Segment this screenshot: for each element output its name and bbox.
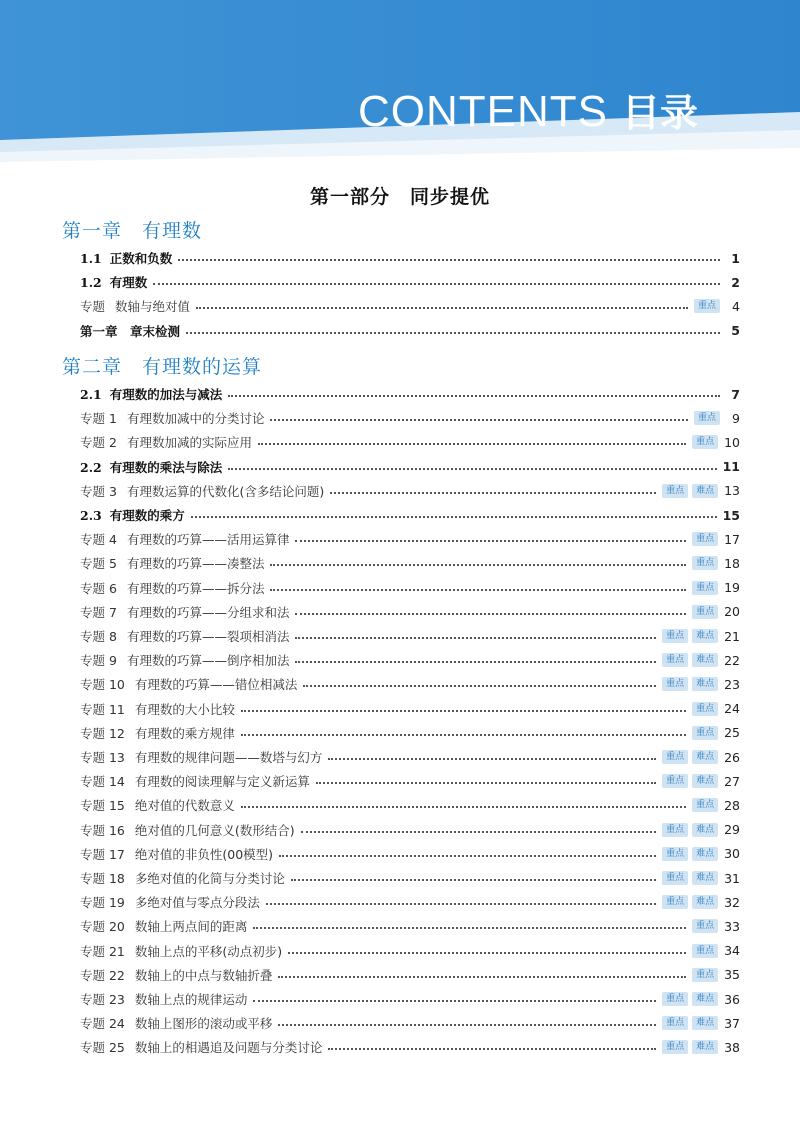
- dot-leader: [279, 855, 656, 857]
- dot-leader: [328, 758, 656, 760]
- key-point-badge: 重点: [692, 798, 718, 812]
- entry-title: 有理数的巧算——凑整法: [126, 556, 265, 572]
- difficulty-badge: 难点: [692, 750, 718, 764]
- dot-leader: [228, 468, 716, 470]
- toc-topic-row[interactable]: [80, 916, 740, 936]
- page-number: 20: [724, 604, 740, 620]
- toc-topic-row[interactable]: [80, 965, 740, 985]
- tag-group: [662, 847, 718, 861]
- section-number: 2.2: [80, 459, 102, 475]
- topic-prefix: 专题 1: [80, 411, 117, 427]
- key-point-badge: 重点: [692, 435, 718, 449]
- entry-title: 绝对值的几何意义(数形结合): [134, 822, 295, 838]
- key-point-badge: 重点: [662, 1016, 688, 1030]
- key-point-badge: 重点: [692, 605, 718, 619]
- page-number: 31: [724, 870, 740, 886]
- toc-topic-row[interactable]: [80, 296, 740, 316]
- topic-prefix: 专题 5: [80, 556, 117, 572]
- page-number: 5: [731, 323, 740, 339]
- section-number: 2.3: [80, 508, 102, 523]
- key-point-badge: 重点: [662, 871, 688, 885]
- toc-entry-label: [80, 796, 235, 814]
- toc-section-row[interactable]: [80, 505, 740, 525]
- topic-prefix: 专题 25: [80, 1040, 125, 1056]
- toc-topic-row[interactable]: [80, 553, 740, 573]
- entry-title: 第一章 章末检测: [80, 323, 181, 339]
- key-point-badge: 重点: [692, 726, 718, 740]
- dot-leader: [253, 1000, 656, 1002]
- page-number: 33: [724, 918, 740, 934]
- page-number: 15: [722, 507, 740, 523]
- toc-entry-label: [80, 1038, 322, 1056]
- key-point-badge: 重点: [694, 411, 720, 425]
- topic-prefix: 专题 6: [80, 580, 117, 596]
- dot-leader: [253, 927, 686, 929]
- topic-prefix: 专题 13: [80, 750, 125, 765]
- page-number: 21: [724, 628, 740, 644]
- topic-prefix: 专题 22: [80, 967, 125, 983]
- section-number: 1.1: [80, 251, 102, 266]
- topic-prefix: 专题 10: [80, 677, 125, 693]
- header-band: [0, 0, 800, 170]
- difficulty-badge: 难点: [692, 484, 718, 498]
- toc-topic-row[interactable]: [80, 578, 740, 598]
- dot-leader: [228, 395, 720, 397]
- page-number: 28: [724, 797, 740, 813]
- topic-prefix: 专题 18: [80, 871, 125, 886]
- topic-prefix: 专题 7: [80, 604, 117, 620]
- topic-prefix: 专题 4: [80, 532, 117, 548]
- key-point-badge: 重点: [662, 677, 688, 691]
- dot-leader: [270, 589, 686, 591]
- tag-group: [692, 944, 718, 958]
- difficulty-badge: 难点: [692, 774, 718, 788]
- toc-entry-label: [80, 322, 180, 340]
- key-point-badge: 重点: [694, 299, 720, 313]
- toc-topic-row[interactable]: [80, 771, 740, 791]
- key-point-badge: 重点: [662, 629, 688, 643]
- toc-entry-label: [80, 942, 282, 960]
- entry-title: 绝对值的非负性(00模型): [134, 846, 274, 862]
- difficulty-badge: 难点: [692, 823, 718, 837]
- entry-title: 有理数的巧算——拆分法: [126, 580, 265, 596]
- entry-title: 数轴上点的规律运动: [134, 992, 248, 1007]
- tag-group: [692, 798, 718, 812]
- difficulty-badge: 难点: [692, 992, 718, 1006]
- dot-leader: [295, 540, 686, 542]
- page-number: 29: [724, 822, 740, 838]
- difficulty-badge: 难点: [692, 895, 718, 909]
- tag-group: [662, 823, 718, 837]
- toc-entry-label: [80, 458, 222, 476]
- dot-leader: [278, 1024, 656, 1026]
- toc-section-row[interactable]: [80, 321, 740, 341]
- page-number: 1: [731, 250, 740, 266]
- dot-leader: [270, 419, 688, 421]
- entry-title: 有理数的巧算——错位相减法: [134, 677, 298, 693]
- toc-topic-row[interactable]: [80, 892, 740, 912]
- toc-entry-label: [80, 772, 310, 790]
- entry-title: 有理数加减的实际应用: [126, 435, 252, 451]
- page-number: 7: [731, 386, 740, 402]
- section-number: 1.2: [80, 275, 102, 291]
- page-number: 30: [724, 846, 740, 862]
- entry-title: 有理数的巧算——分组求和法: [126, 604, 290, 620]
- dot-leader: [301, 831, 656, 833]
- entry-title: 有理数的巧算——裂项相消法: [126, 629, 290, 644]
- dot-leader: [270, 564, 686, 566]
- topic-prefix: 专题 3: [80, 483, 117, 499]
- toc-topic-row[interactable]: [80, 989, 740, 1009]
- dot-leader: [191, 516, 717, 518]
- toc-topic-row[interactable]: [80, 723, 740, 743]
- dot-leader: [330, 492, 656, 494]
- dot-leader: [316, 782, 656, 784]
- toc-topic-row[interactable]: [80, 795, 740, 815]
- toc-topic-row[interactable]: [80, 820, 740, 840]
- key-point-badge: 重点: [692, 944, 718, 958]
- toc-entry-label: [80, 724, 235, 742]
- dot-leader: [178, 259, 720, 261]
- tag-group: [662, 750, 718, 764]
- toc-topic-row[interactable]: [80, 844, 740, 864]
- difficulty-badge: 难点: [692, 1016, 718, 1030]
- toc-entry-label: [80, 1014, 272, 1032]
- toc-entry-label: [80, 530, 289, 548]
- topic-prefix: 专题 2: [80, 435, 117, 451]
- toc-topic-row[interactable]: [80, 529, 740, 549]
- topic-prefix: 专题 19: [80, 895, 125, 911]
- key-point-badge: 重点: [662, 992, 688, 1006]
- page-number: 35: [724, 967, 740, 983]
- entry-title: 数轴上点的平移(动点初步): [134, 943, 283, 959]
- toc-entry-label: [80, 748, 322, 766]
- toc-section-row[interactable]: [80, 384, 740, 404]
- entry-title: 有理数加减中的分类讨论: [126, 411, 265, 427]
- page-number: 22: [724, 652, 740, 668]
- topic-prefix: 专题 9: [80, 653, 117, 669]
- toc-entry-label: [80, 297, 190, 315]
- toc-entry-label: [80, 917, 247, 935]
- chapter-title: 第一章 有理数: [62, 220, 203, 242]
- difficulty-badge: 难点: [692, 629, 718, 643]
- tag-group: [692, 435, 718, 449]
- part-title: 第一部分 同步提优: [309, 186, 490, 208]
- entry-title: 有理数的乘方: [109, 508, 185, 523]
- toc-topic-row[interactable]: [80, 626, 740, 646]
- chapter-title: 第二章 有理数的运算: [62, 356, 263, 378]
- page-number: 37: [724, 1015, 740, 1031]
- key-point-badge: 重点: [662, 750, 688, 764]
- toc-topic-row[interactable]: [80, 674, 740, 694]
- toc-entry-label: [80, 627, 289, 645]
- page-number: 11: [722, 459, 740, 475]
- entry-title: 有理数: [109, 275, 148, 291]
- topic-prefix: 专题 23: [80, 992, 125, 1007]
- entry-title: 数轴上的相遇追及问题与分类讨论: [134, 1040, 323, 1056]
- toc-section-row[interactable]: [80, 248, 740, 268]
- difficulty-badge: 难点: [692, 1040, 718, 1054]
- topic-prefix: 专题 21: [80, 943, 125, 959]
- topic-prefix: 专题 8: [80, 629, 117, 644]
- key-point-badge: 重点: [662, 484, 688, 498]
- toc-topic-row[interactable]: [80, 408, 740, 428]
- entry-title: 有理数的大小比较: [134, 701, 235, 717]
- page-number: 23: [724, 676, 740, 692]
- key-point-badge: 重点: [662, 1040, 688, 1054]
- tag-group: [692, 556, 718, 570]
- key-point-badge: 重点: [692, 556, 718, 570]
- entry-title: 多绝对值与零点分段法: [134, 895, 260, 911]
- key-point-badge: 重点: [692, 968, 718, 982]
- toc-entry-label: [80, 869, 285, 887]
- entry-title: 有理数运算的代数化(含多结论问题): [126, 483, 325, 499]
- page-number: 38: [724, 1039, 740, 1055]
- toc-topic-row[interactable]: [80, 481, 740, 501]
- toc-section-row[interactable]: [80, 272, 740, 292]
- toc-entry-label: [80, 273, 147, 291]
- toc-entry-label: [80, 966, 272, 984]
- page-number: 13: [724, 483, 740, 499]
- toc-entry-label: [80, 409, 264, 427]
- tag-group: [694, 299, 720, 313]
- tag-group: [662, 895, 718, 909]
- toc-entry-label: [80, 845, 273, 863]
- toc-entry-label: [80, 675, 297, 693]
- tag-group: [694, 411, 720, 425]
- topic-prefix: 专题 11: [80, 701, 125, 717]
- page-number: 2: [731, 274, 740, 290]
- tag-group: [692, 919, 718, 933]
- tag-group: [662, 653, 718, 667]
- entry-title: 有理数的加法与减法: [109, 387, 223, 402]
- dot-leader: [303, 685, 656, 687]
- entry-title: 有理数的乘方规律: [134, 725, 235, 741]
- dot-leader: [288, 952, 686, 954]
- entry-title: 有理数的阅读理解与定义新运算: [134, 774, 310, 790]
- tag-group: [692, 581, 718, 595]
- toc-entry-label: [80, 554, 264, 572]
- topic-prefix: 专题 17: [80, 846, 125, 862]
- entry-title: 有理数的规律问题——数塔与幻方: [134, 750, 323, 765]
- tag-group: [662, 1016, 718, 1030]
- toc-entry-label: [80, 893, 260, 911]
- key-point-badge: 重点: [692, 532, 718, 546]
- page-number: 27: [724, 773, 740, 789]
- page-number: 10: [724, 434, 740, 450]
- dot-leader: [295, 661, 656, 663]
- page-number: 18: [724, 555, 740, 571]
- topic-prefix: 专题 20: [80, 919, 125, 935]
- entry-title: 数轴上两点间的距离: [134, 919, 248, 935]
- tag-group: [662, 629, 718, 643]
- key-point-badge: 重点: [662, 774, 688, 788]
- entry-title: 绝对值的代数意义: [134, 798, 235, 814]
- difficulty-badge: 难点: [692, 677, 718, 691]
- key-point-badge: 重点: [662, 847, 688, 861]
- topic-prefix: 专题 14: [80, 774, 125, 790]
- toc-entry-label: [80, 651, 289, 669]
- toc-entry-label: [80, 821, 295, 839]
- entry-title: 数轴上的中点与数轴折叠: [134, 967, 273, 983]
- entry-title: 数轴与绝对值: [115, 299, 191, 315]
- section-number: 2.1: [80, 387, 102, 402]
- difficulty-badge: 难点: [692, 653, 718, 667]
- key-point-badge: 重点: [662, 653, 688, 667]
- tag-group: [662, 677, 718, 691]
- key-point-badge: 重点: [692, 702, 718, 716]
- toc-topic-row[interactable]: [80, 699, 740, 719]
- dot-leader: [295, 637, 656, 639]
- tag-group: [692, 532, 718, 546]
- toc-topic-row[interactable]: [80, 868, 740, 888]
- dot-leader: [266, 903, 656, 905]
- difficulty-badge: 难点: [692, 871, 718, 885]
- toc-entry-label: [80, 385, 222, 403]
- entry-title: 有理数的巧算——活用运算律: [126, 532, 290, 548]
- tag-group: [662, 871, 718, 885]
- toc-topic-row[interactable]: [80, 1013, 740, 1033]
- topic-prefix: 专题 16: [80, 822, 125, 838]
- toc-entry-label: [80, 700, 235, 718]
- page-number: 24: [724, 701, 740, 717]
- dot-leader: [196, 307, 688, 309]
- tag-group: [692, 702, 718, 716]
- toc-entry-label: [80, 579, 264, 597]
- tag-group: [662, 774, 718, 788]
- page-number: 17: [724, 531, 740, 547]
- topic-prefix: 专题: [80, 299, 106, 315]
- entry-title: 有理数的巧算——倒序相加法: [126, 653, 290, 669]
- topic-prefix: 专题 12: [80, 725, 125, 741]
- page-number: 25: [724, 725, 740, 741]
- page-number: 19: [724, 580, 740, 596]
- key-point-badge: 重点: [662, 823, 688, 837]
- page-number: 34: [724, 943, 740, 959]
- page-number: 36: [724, 991, 740, 1007]
- difficulty-badge: 难点: [692, 847, 718, 861]
- toc-entry-label: [80, 990, 247, 1008]
- page-number: 4: [732, 298, 740, 314]
- dot-leader: [241, 710, 686, 712]
- tag-group: [662, 1040, 718, 1054]
- key-point-badge: 重点: [662, 895, 688, 909]
- tag-group: [692, 605, 718, 619]
- toc-entry-label: [80, 433, 252, 451]
- page-number: 32: [724, 894, 740, 910]
- page-number: 9: [732, 410, 740, 426]
- toc-entry-label: [80, 506, 185, 524]
- dot-leader: [241, 806, 686, 808]
- tag-group: [692, 968, 718, 982]
- dot-leader: [278, 976, 686, 978]
- toc-entry-label: [80, 603, 289, 621]
- key-point-badge: 重点: [692, 581, 718, 595]
- tag-group: [662, 484, 718, 498]
- tag-group: [692, 726, 718, 740]
- toc-section-row[interactable]: [80, 457, 740, 477]
- toc-topic-row[interactable]: [80, 941, 740, 961]
- toc-topic-row[interactable]: [80, 602, 740, 622]
- contents-title-cn: 目录: [621, 91, 698, 135]
- dot-leader: [295, 613, 686, 615]
- toc-topic-row[interactable]: [80, 747, 740, 767]
- dot-leader: [258, 443, 686, 445]
- dot-leader: [186, 332, 720, 334]
- topic-prefix: 专题 15: [80, 798, 125, 814]
- entry-title: 多绝对值的化简与分类讨论: [134, 871, 285, 886]
- topic-prefix: 专题 24: [80, 1016, 125, 1032]
- contents-title-en: CONTENTS: [357, 87, 608, 136]
- toc-topic-row[interactable]: [80, 1037, 740, 1057]
- dot-leader: [153, 283, 720, 285]
- page-number: 26: [724, 749, 740, 765]
- tag-group: [662, 992, 718, 1006]
- entry-title: 有理数的乘法与除法: [109, 459, 223, 475]
- dot-leader: [291, 879, 656, 881]
- toc-topic-row[interactable]: [80, 432, 740, 452]
- toc-entry-label: [80, 249, 172, 267]
- key-point-badge: 重点: [692, 919, 718, 933]
- contents-title: [358, 82, 698, 137]
- toc-topic-row[interactable]: [80, 650, 740, 670]
- dot-leader: [241, 734, 686, 736]
- entry-title: 正数和负数: [109, 251, 173, 266]
- toc-entry-label: [80, 482, 324, 500]
- entry-title: 数轴上图形的滚动或平移: [134, 1016, 273, 1032]
- dot-leader: [328, 1048, 656, 1050]
